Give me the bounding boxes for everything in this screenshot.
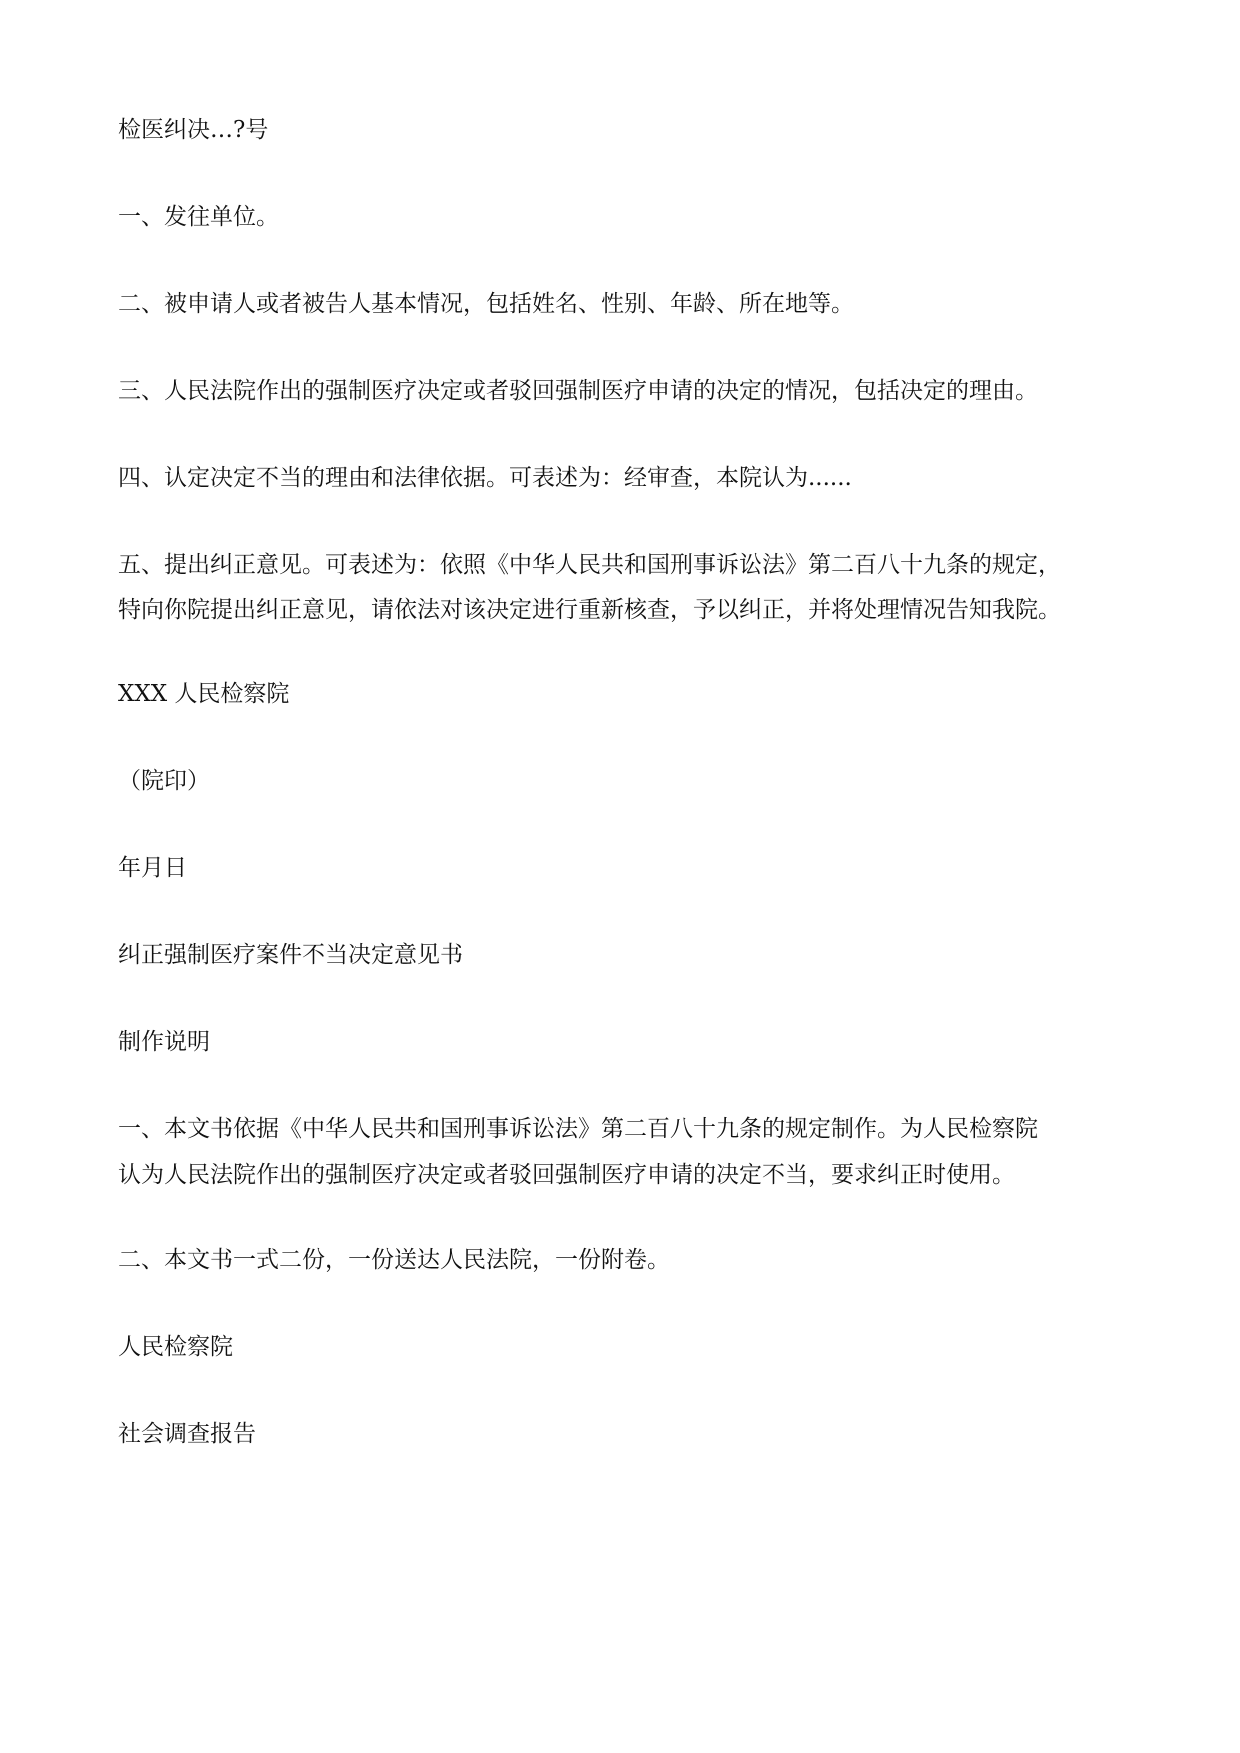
item-correction-line2: 特向你院提出纠正意见，请依法对该决定进行重新核查，予以纠正，并将处理情况告知我院。 [118, 597, 1061, 623]
document-title: 纠正强制医疗案件不当决定意见书 [118, 942, 463, 968]
next-document-title: 社会调查报告 [118, 1421, 256, 1447]
item-subject-info: 二、被申请人或者被告人基本情况，包括姓名、性别、年龄、所在地等。 [118, 291, 854, 317]
instructions-heading: 制作说明 [118, 1029, 210, 1055]
item-recipient: 一、发往单位。 [118, 204, 279, 230]
case-number: 检医纠决…?号 [118, 117, 269, 143]
instruction-point1-line2: 认为人民法院作出的强制医疗决定或者驳回强制医疗申请的决定不当，要求纠正时使用。 [118, 1162, 1015, 1188]
next-organization: 人民检察院 [118, 1334, 233, 1360]
item-reasons: 四、认定决定不当的理由和法律依据。可表述为：经审查，本院认为...... [118, 465, 852, 491]
item-correction-line1: 五、提出纠正意见。可表述为：依照《中华人民共和国刑事诉讼法》第二百八十九条的规定， [118, 552, 1061, 578]
date-line: 年月日 [118, 855, 187, 881]
issuer-name: XXX 人民检察院 [118, 681, 290, 707]
item-court-decision: 三、人民法院作出的强制医疗决定或者驳回强制医疗申请的决定的情况，包括决定的理由。 [118, 378, 1038, 404]
instruction-point2: 二、本文书一式二份，一份送达人民法院，一份附卷。 [118, 1247, 670, 1273]
instruction-point1-line1: 一、本文书依据《中华人民共和国刑事诉讼法》第二百八十九条的规定制作。为人民检察院 [118, 1116, 1038, 1142]
seal-note: （院印） [118, 768, 210, 794]
